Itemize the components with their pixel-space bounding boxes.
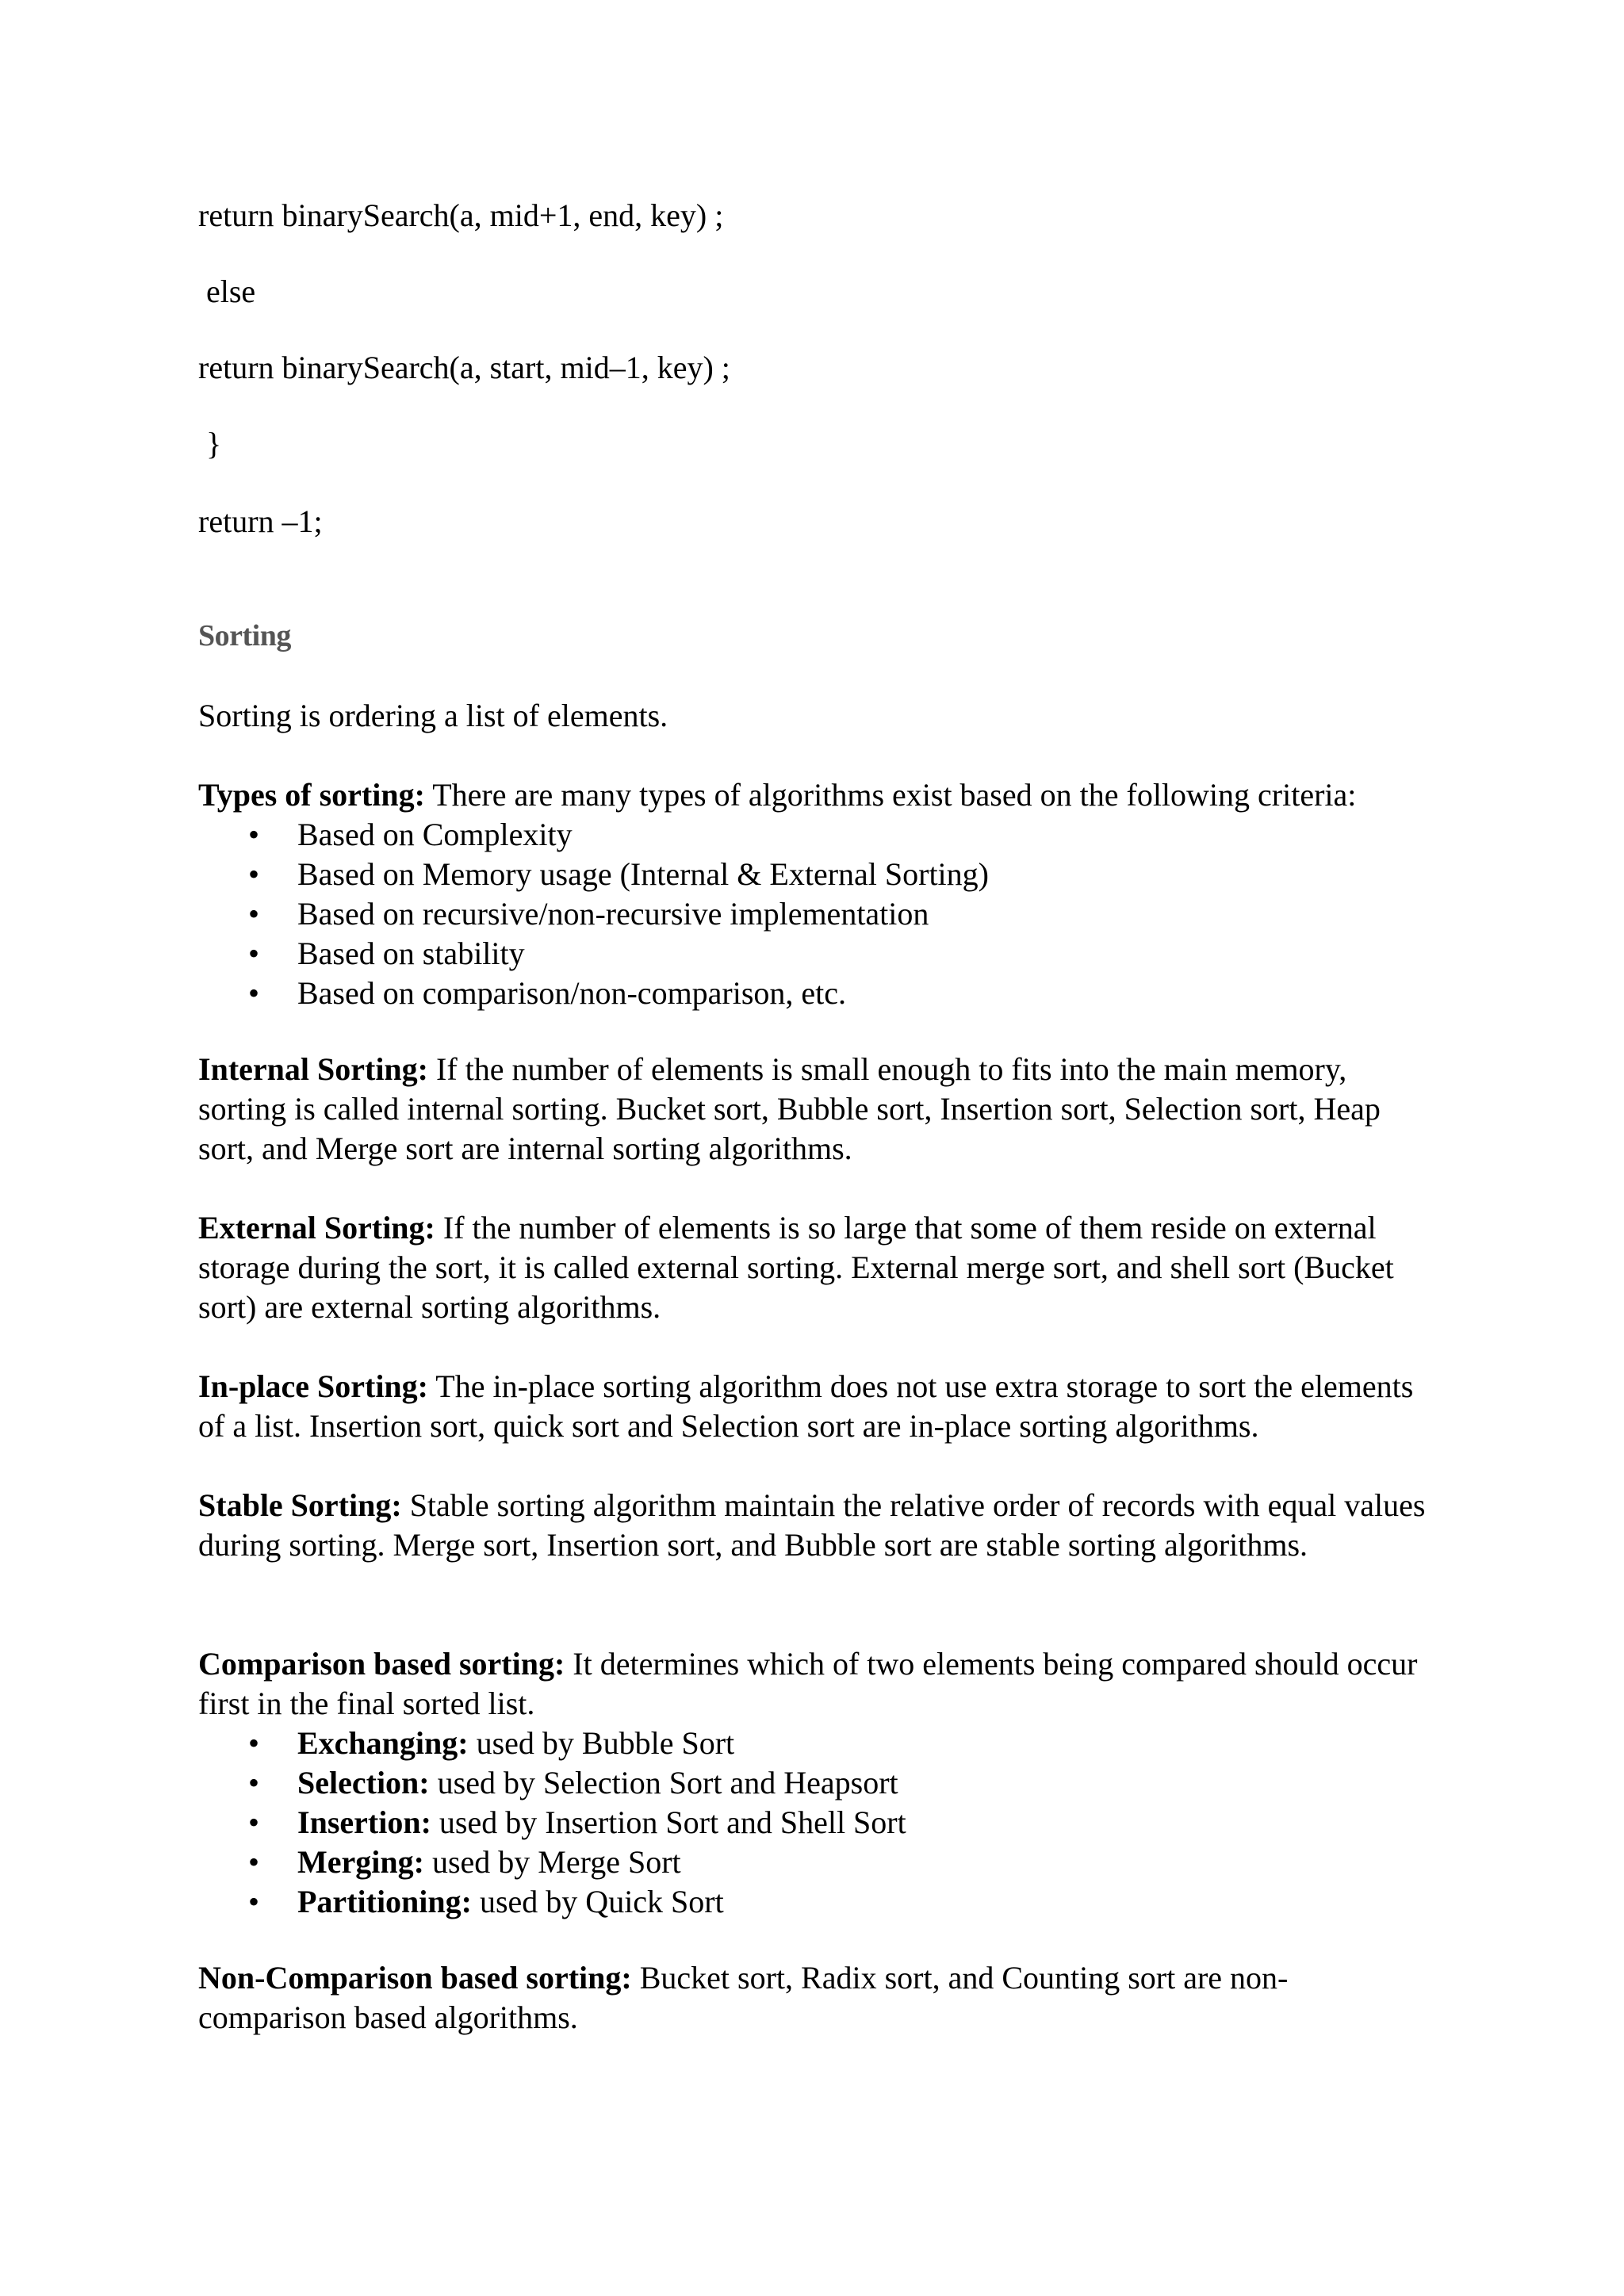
code-line-5: return –1;	[198, 503, 323, 539]
noncomparison-text: Bucket sort, Radix sort, and Counting sort are non-comparison based algorithms.	[198, 1960, 1289, 2035]
code-line-4: }	[206, 426, 222, 461]
list-item: • Merging: used by Merge Sort	[248, 1844, 681, 1880]
section-heading: Sorting	[198, 619, 291, 652]
comparison-sorting-paragraph	[198, 1644, 1435, 1922]
stable-label: Stable Sorting:	[198, 1487, 402, 1523]
internal-text: If the number of elements is small enough to fits into the main memory, sorting is called internal sorting. Bucket sort, Bubble sort, Insertion sort, Selection sort, Heap sort, and Merge sort are internal sorting algorithms.	[198, 1051, 1381, 1166]
stable-sorting-paragraph	[198, 1486, 1435, 1565]
intro-paragraph	[198, 696, 1435, 736]
external-label: External Sorting:	[198, 1210, 435, 1246]
inplace-label: In-place Sorting:	[198, 1368, 428, 1404]
types-label: Types of sorting:	[198, 777, 425, 813]
code-line-3: return binarySearch(a, start, mid–1, key) ;	[198, 350, 730, 385]
stable-text: Stable sorting algorithm maintain the relative order of records with equal values during sorting. Merge sort, Insertion sort, and Bubble sort are stable sorting algorithms.	[198, 1487, 1426, 1563]
inplace-sorting-paragraph	[198, 1367, 1435, 1446]
criteria-list	[198, 815, 1435, 1013]
code-line-2: else	[206, 274, 256, 309]
list-item: • Insertion: used by Insertion Sort and Shell Sort	[248, 1804, 906, 1840]
list-item: • Based on stability	[248, 936, 525, 971]
noncomparison-label: Non-Comparison based sorting:	[198, 1960, 632, 1996]
internal-label: Internal Sorting:	[198, 1051, 428, 1087]
list-item: • Exchanging: used by Bubble Sort	[248, 1725, 735, 1761]
noncomparison-sorting-paragraph	[198, 1958, 1435, 2038]
list-item: • Partitioning: used by Quick Sort	[248, 1884, 724, 1919]
comparison-list	[198, 1724, 1435, 1922]
external-text: If the number of elements is so large that some of them reside on external storage during the sort, it is called external sorting. External merge sort, and shell sort (Bucket sort) are external sorting algorithms.	[198, 1210, 1394, 1325]
list-item: • Based on Memory usage (Internal & External Sorting)	[248, 856, 989, 892]
external-sorting-paragraph	[198, 1208, 1435, 1327]
list-item: • Selection: used by Selection Sort and Heapsort	[248, 1765, 898, 1800]
intro-text: Sorting is ordering a list of elements.	[198, 698, 668, 733]
list-item: • Based on Complexity	[248, 817, 573, 852]
comparison-label: Comparison based sorting:	[198, 1646, 565, 1682]
types-paragraph	[198, 775, 1435, 1013]
inplace-text: The in-place sorting algorithm does not use extra storage to sort the elements of a list. Insertion sort, quick sort and Selection sort are in-place sorting algorithms.	[198, 1368, 1414, 1444]
list-item: • Based on comparison/non-comparison, etc.	[248, 975, 847, 1011]
types-text: There are many types of algorithms exist based on the following criteria:	[424, 777, 1357, 813]
code-line-1: return binarySearch(a, mid+1, end, key) ;	[198, 197, 724, 233]
list-item: • Based on recursive/non-recursive implementation	[248, 896, 929, 932]
internal-sorting-paragraph	[198, 1050, 1435, 1169]
comparison-text: It determines which of two elements being compared should occur first in the final sorted list.	[198, 1646, 1418, 1721]
